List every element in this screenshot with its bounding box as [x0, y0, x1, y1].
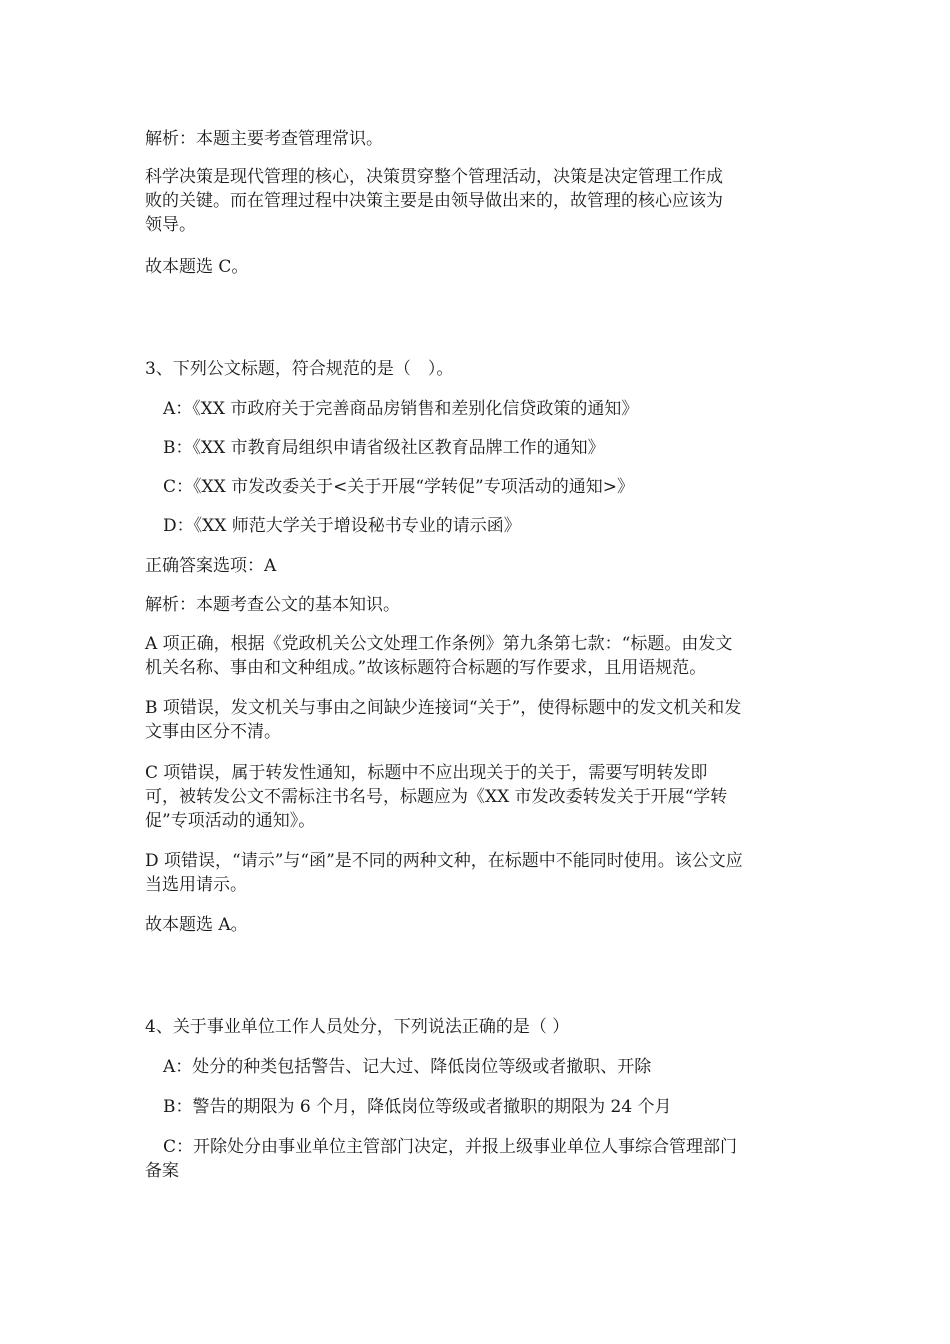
q3-explain-d: D 项错误，“请示”与“函”是不同的两种文种，在标题中不能同时使用。该公文应: [145, 851, 743, 871]
q3-explain-c: C 项错误，属于转发性通知，标题中不应出现关于的关于，需要写明转发即: [145, 763, 708, 783]
q3-explain-a: 机关名称、事由和文种组成。”故该标题符合标题的写作要求，且用语规范。: [145, 658, 707, 678]
q3-option-c: C：《XX 市发改委关于<关于开展“学转促”专项活动的通知>》: [163, 477, 634, 497]
q3-option-a: A：《XX 市政府关于完善商品房销售和差别化信贷政策的通知》: [163, 399, 639, 419]
q2-conclusion: 故本题选 C。: [145, 257, 249, 277]
q3-explain-b: 文事由区分不清。: [145, 722, 281, 742]
q2-analysis-line: 败的关键。而在管理过程中决策主要是由领导做出来的，故管理的核心应该为: [145, 191, 723, 211]
q4-option-c-continued: 备案: [145, 1161, 179, 1181]
q2-analysis-line: 科学决策是现代管理的核心，决策贯穿整个管理活动，决策是决定管理工作成: [145, 167, 723, 187]
q3-analysis-intro: 解析：本题考查公文的基本知识。: [145, 595, 400, 615]
q3-explain-c: 可，被转发公文不需标注书名号，标题应为《XX 市发改委转发关于开展“学转: [145, 787, 728, 807]
q4-option-c: C：开除处分由事业单位主管部门决定，并报上级事业单位人事综合管理部门: [163, 1137, 738, 1157]
q3-explain-a: A 项正确，根据《党政机关公文处理工作条例》第九条第七款：“标题。由发文: [145, 634, 733, 654]
q3-explain-c: 促”专项活动的通知》。: [145, 811, 316, 831]
q3-explain-d: 当选用请示。: [145, 875, 247, 895]
q3-question: 3、下列公文标题，符合规范的是（ ）。: [145, 359, 454, 379]
q4-option-b: B：警告的期限为 6 个月，降低岗位等级或者撤职的期限为 24 个月: [163, 1097, 672, 1117]
q3-option-d: D：《XX 师范大学关于增设秘书专业的请示函》: [163, 516, 521, 536]
q2-analysis-intro: 解析：本题主要考查管理常识。: [145, 129, 383, 149]
q4-question: 4、关于事业单位工作人员处分，下列说法正确的是（ ）: [145, 1017, 570, 1037]
q3-conclusion: 故本题选 A。: [145, 915, 248, 935]
q3-explain-b: B 项错误，发文机关与事由之间缺少连接词“关于”，使得标题中的发文机关和发: [145, 698, 742, 718]
q2-analysis-line: 领导。: [145, 215, 196, 235]
q3-answer: 正确答案选项：A: [145, 556, 277, 576]
q4-option-a: A：处分的种类包括警告、记大过、降低岗位等级或者撤职、开除: [163, 1057, 652, 1077]
q3-option-b: B：《XX 市教育局组织申请省级社区教育品牌工作的通知》: [163, 438, 605, 458]
